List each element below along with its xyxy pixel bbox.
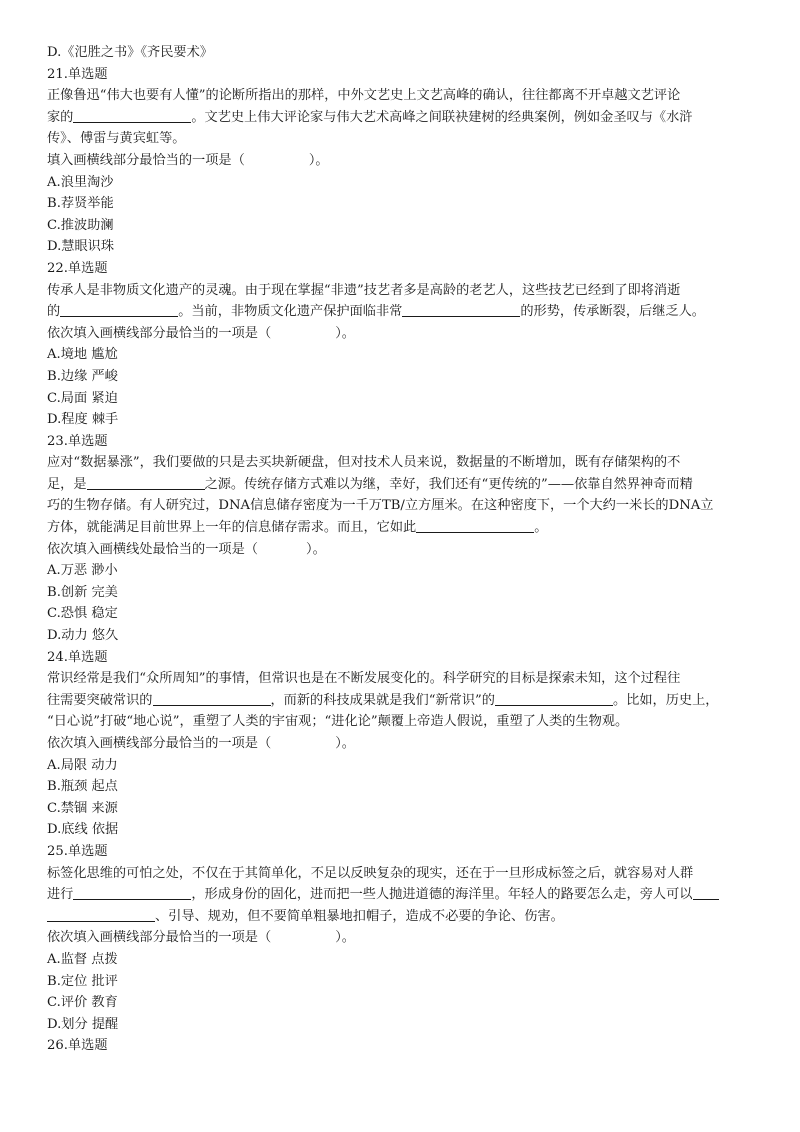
answer-blank <box>60 301 178 317</box>
answer-blank <box>402 301 520 317</box>
option-c: C.评价 教育 <box>47 995 118 1011</box>
option-c: C.恐惧 稳定 <box>47 606 118 622</box>
exam-page <box>47 42 757 1057</box>
option-d: D.动力 悠久 <box>47 628 119 644</box>
question-24 <box>47 647 757 841</box>
question-prompt: 填入画横线部分最恰当的一项是（ ）。 <box>47 152 329 168</box>
option-b: B.荐贤举能 <box>47 196 114 212</box>
answer-blank <box>693 884 719 900</box>
question-number: 23.单选题 <box>47 433 108 449</box>
question-22 <box>47 258 757 431</box>
question-prompt: 依次填入画横线部分最恰当的一项是（ ）。 <box>47 930 355 946</box>
option-d: D.底线 依据 <box>47 822 119 838</box>
option-a: A.境地 尴尬 <box>47 347 118 363</box>
question-stem: 传承人是非物质文化遗产的灵魂。由于现在掌握“非遗”技艺者多是高龄的老艺人，这些技艺已经到了即将消逝 的 。当前，非物质文化遗产保护面临非常 的形势，传承断裂，后继乏人。 <box>47 282 705 320</box>
answer-blank <box>495 690 613 706</box>
answer-blank <box>73 884 191 900</box>
answer-blank <box>87 474 205 490</box>
question-stem: 标签化思维的可怕之处，不仅在于其简单化，不足以反映复杂的现实，还在于一旦形成标签之后，就容易对人群 进行 ，形成身份的固化，进而把一些人抛进道德的海洋里。年轻人的路要怎么走，旁人可以 、引导、规劝，但不要简单粗暴地扣帽子，造成不必要的争论、伤害。 <box>47 863 757 928</box>
question-number: 22.单选题 <box>47 260 108 276</box>
option-a: A.局限 动力 <box>47 757 118 773</box>
question-number: 25.单选题 <box>47 843 108 859</box>
option-b: B.定位 批评 <box>47 973 118 989</box>
option-b: B.创新 完美 <box>47 584 118 600</box>
answer-blank <box>416 517 534 533</box>
option-b: B.边缘 严峻 <box>47 368 118 384</box>
option-c: C.禁锢 来源 <box>47 800 118 816</box>
option-c: C.推波助澜 <box>47 217 114 233</box>
option-c: C.局面 紧迫 <box>47 390 118 406</box>
question-stem: 应对“数据暴涨”，我们要做的只是去买块新硬盘，但对技术人员来说，数据量的不断增加，既有存储架构的不 足，是 之源。传统存储方式难以为继，幸好，我们还有“更传统的”——依靠自然界神奇而精 巧的生物存储。有人研究过，DNA信息储存密度为一千万TB/立方厘米。在这种密度下，一个大约一米长的DNA立 方体，就能满足目前世界上一年的信息储存需求。而且，它如此 。 <box>47 455 714 536</box>
option-d: D.程度 棘手 <box>47 412 119 428</box>
question-21 <box>47 64 757 258</box>
option-b: B.瓶颈 起点 <box>47 779 118 795</box>
option-a: A.浪里淘沙 <box>47 174 114 190</box>
question-number: 24.单选题 <box>47 649 108 665</box>
option-a: A.万恶 渺小 <box>47 563 118 579</box>
question-25 <box>47 841 757 1035</box>
option-d: D.划分 提醒 <box>47 1016 119 1032</box>
question-prompt: 依次填入画横线部分最恰当的一项是（ ）。 <box>47 736 355 751</box>
option-d: D.慧眼识珠 <box>47 239 115 255</box>
question-number: 26.单选题 <box>47 1038 108 1054</box>
question-prompt: 依次填入画横线处最恰当的一项是（ ）。 <box>47 541 326 557</box>
answer-blank <box>47 906 155 922</box>
answer-blank <box>73 107 191 123</box>
option-line: D.《氾胜之书》《齐民要术》 <box>47 45 213 60</box>
question-prompt: 依次填入画横线部分最恰当的一项是（ ）。 <box>47 325 355 341</box>
answer-blank <box>153 690 271 706</box>
question-stem: 常识经常是我们“众所周知”的事情，但常识也是在不断发展变化的。科学研究的目标是探索未知，这个过程往 往需要突破常识的 ，而新的科技成果就是我们“新常识”的 。比如，历史上， “日心说”打破“地心说”，重塑了人类的宇宙观；“进化论”颠覆上帝造人假说，重塑了人类的生物观。 <box>47 671 719 730</box>
question-number: 21.单选题 <box>47 66 108 82</box>
option-a: A.监督 点拨 <box>47 951 118 967</box>
question-stem: 正像鲁迅“伟大也要有人懂”的论断所指出的那样，中外文艺史上文艺高峰的确认，往往都离不开卓越文艺评论 家的 。文艺史上伟大评论家与伟大艺术高峰之间联袂建树的经典案例，例如金圣叹与《水浒 传》、傅雷与黄宾虹等。 <box>47 88 693 147</box>
question-23 <box>47 431 757 647</box>
